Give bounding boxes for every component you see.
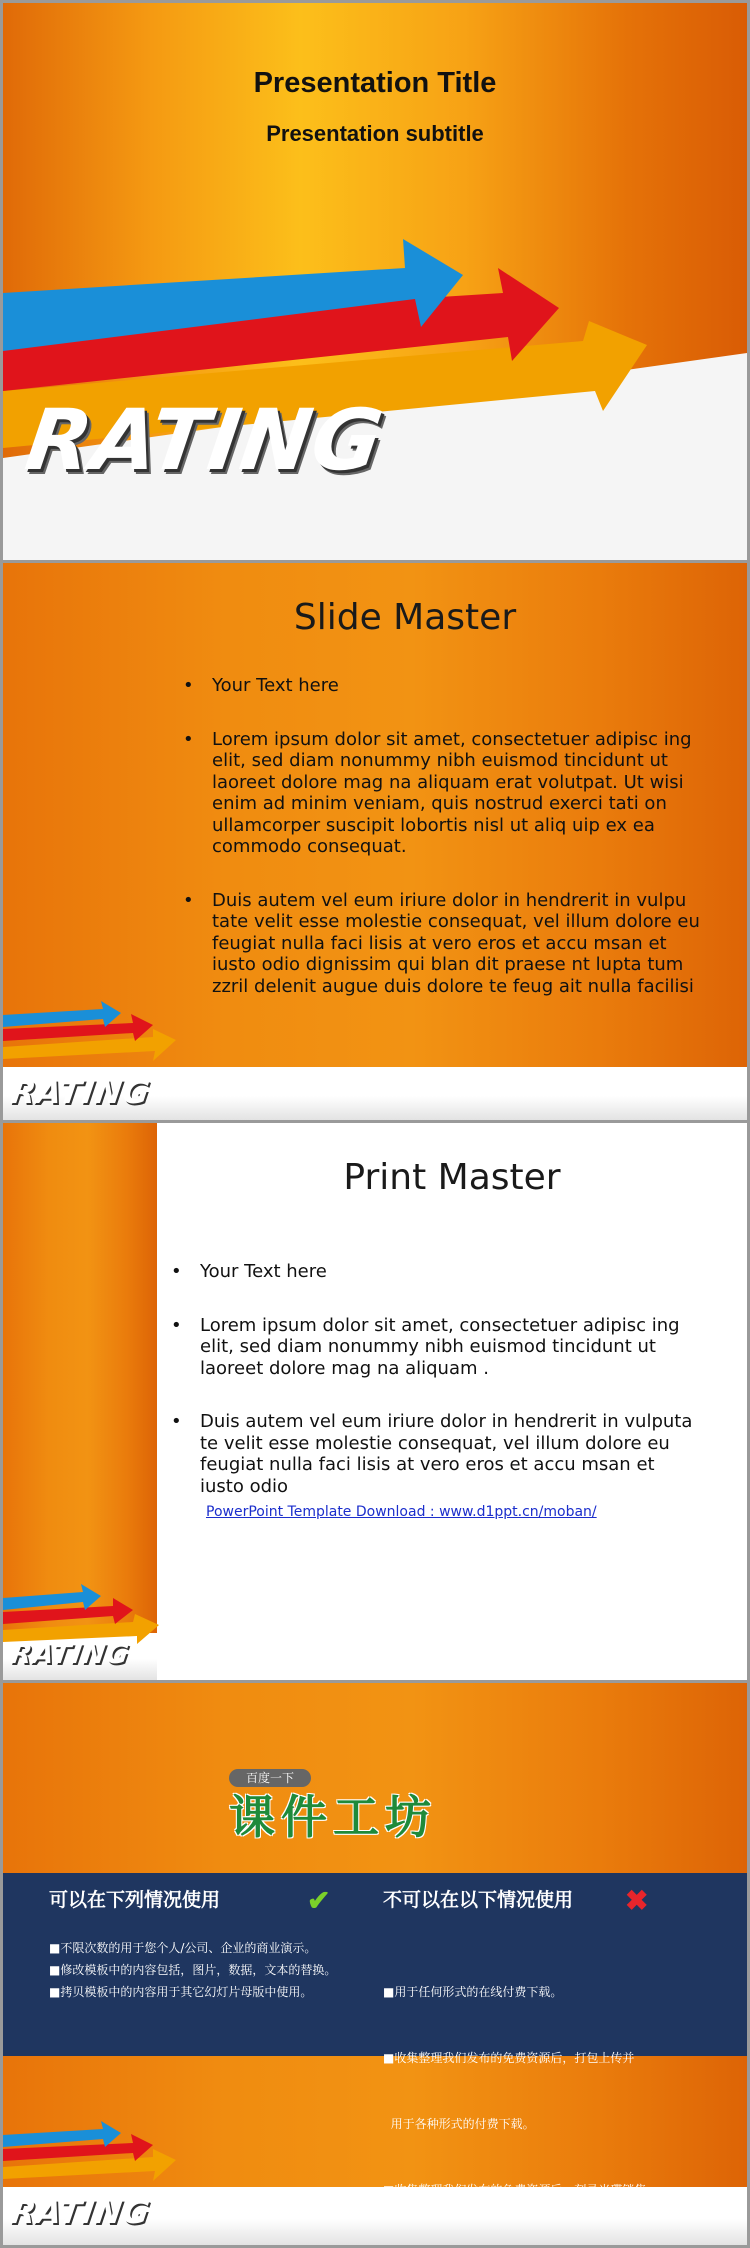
presentation-subtitle: Presentation subtitle [266,121,484,146]
print-master[interactable] [3,1123,747,1680]
title-slide[interactable] [3,3,747,560]
print-master-title: Print Master [343,1157,561,1198]
print-master-bullets [171,1261,701,1497]
terms-slide[interactable] [3,1683,747,2245]
bullet-item: • Lorem ipsum dolor sit amet, consectetuer adipisc ing elit, sed diam nonummy nibh euismod tincidunt ut laoreet dolore mag na aliquam . [171,1315,701,1380]
list-item: 用于各种形式的付费下载。 [383,2117,535,2131]
bullet-item: • Duis autem vel eum iriure dolor in hendrerit in vulputa te velit esse molestie consequat, vel illum dolore eu feugiat nulla faci lisis at vero eros et accu msan et iusto odio [171,1411,701,1497]
slide-master-title: Slide Master [293,597,517,638]
list-item: ■收集整理我们发布的免费资源后，打包上传并 [383,2051,635,2065]
rating-logo: RATING [20,391,390,489]
list-item: ■用于任何形式的在线付费下载。 [383,1985,563,1999]
check-icon: ✔ [307,1885,331,1916]
slide-master-bullets [183,675,703,997]
brand-logo: 课件工坊 [229,1790,437,1844]
terms-panel [3,1873,747,2131]
small-arrows-graphic [3,1578,163,1648]
list-item: ■拷贝模板中的内容用于其它幻灯片母版中使用。 [49,1985,313,1999]
template-download-link[interactable]: PowerPoint Template Download : www.d1ppt.cn/moban/ [206,1504,597,1520]
small-arrows-graphic [3,993,183,1063]
slide-master[interactable] [3,563,747,1120]
brand-badge: 百度一下 [229,1769,311,1787]
list-item: ■修改模板中的内容包括，图片，数据，文本的替换。 [49,1963,337,1977]
bullet-item: • Duis autem vel eum iriure dolor in hendrerit in vulpu tate velit esse molestie consequat, vel illum dolore eu feugiat nulla faci lisis at vero eros et accu msan et iusto odio dignissim qui blan dit praese nt lupta tum zzril delenit augue duis dolore te feug ait nulla facilisi [183,890,703,998]
rating-logo-small: RATING [8,1639,132,1670]
list-item: ■不限次数的用于您个人/公司、企业的商业演示。 [49,1941,317,1955]
presentation-title: Presentation Title [253,67,497,99]
rating-logo-small: RATING [8,2193,153,2231]
can-use-title: 可以在下列情况使用 [49,1889,221,1911]
cross-icon: ✖ [625,1885,649,1916]
rating-logo-small: RATING [8,1073,153,1111]
bullet-item: • Your Text here [183,675,703,697]
small-arrows-graphic [3,2113,183,2183]
bullet-item: • Lorem ipsum dolor sit amet, consectetuer adipisc ing elit, sed diam nonummy nibh euismod tincidunt ut laoreet dolore mag na aliquam erat volutpat. Ut wisi enim ad minim veniam, quis nostrud exerci tati on ullamcorper suscipit lobortis nisl ut aliq uip ex ea commodo consequat. [183,729,703,858]
can-use-list [49,1937,336,2003]
cannot-use-title: 不可以在以下情况使用 [383,1889,574,1911]
bullet-item: • Your Text here [171,1261,701,1283]
